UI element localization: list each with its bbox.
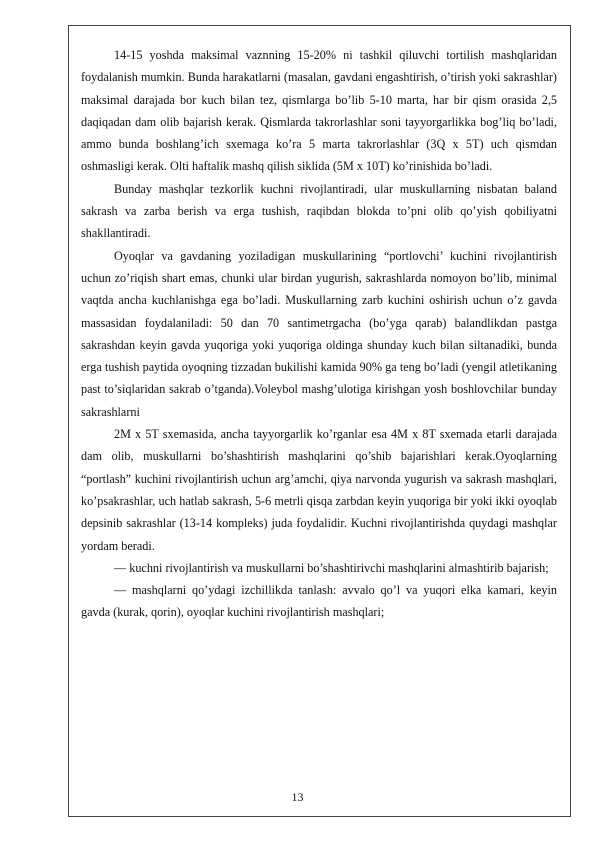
page-number: 13 bbox=[291, 790, 304, 804]
paragraph-1: 14-15 yoshda maksimal vaznning 15-20% ni tashkil qiluvchi tortilish mashqlaridan foydalanish mumkin. Bunda harakatlarni (masalan, gavdani engashtirish, o’tirish yoki sakrashlar) maksimal darajada bor kuch bilan tez, qismlarga bo’lib 5-10 marta, har bir qism orasida 2,5 daqiqadan dam olib bajarish kerak. Qismlarda takrorlashlar soni tayyorgarlikka bog’liq bo’ladi, ammo bunda boshlang’ich sxemaga ko’ra 5 marta takrorlashlar (3Q x 5T) uch qismdan oshmasligi kerak. Olti haftalik mashq qilish siklida (5M x 10T) ko’rinishida bo’ladi. bbox=[81, 48, 557, 174]
list-item-2: — mashqlarni qo’ydagi izchillikda tanlash: avvalo qo’l va yuqori elka kamari, keyin gavda (kurak, qorin), oyoqlar kuchini rivojlantirish mashqlari; bbox=[81, 583, 557, 620]
paragraph-4: 2M x 5T sxemasida, ancha tayyorgarlik ko’rganlar esa 4M x 8T sxemada etarli darajada dam olib, muskullarni bo’shashtirish mashqlarini qo’shib bajarishlari kerak.Oyoqlarning “portlash” kuchini rivojlantirish uchun arg’amchi, qiya narvonda yugurish va sakrash mashqlari, ko’psakrashlar, uch hatlab sakrash, 5-6 metrli qisqa zarbdan keyin yuqoriga bir yoki ikki oyoqlab depsinib sakrashlar (13-14 kompleks) juda foydalidir. Kuchni rivojlantirishda quydagi mashqlar yordam beradi. bbox=[81, 427, 557, 553]
paragraph-2: Bunday mashqlar tezkorlik kuchni rivojlantiradi, ular muskullarning nisbatan baland sakrash va zarba berish va erga tushish, raqibdan blokda to’pni olib qo’yish qobiliyatni shakllantiradi. bbox=[81, 181, 557, 241]
list-item-1: — kuchni rivojlantirish va muskullarni bo’shashtirivchi mashqlarini almashtirib bajarish; bbox=[114, 560, 549, 575]
paragraph-3: Oyoqlar va gavdaning yoziladigan muskullarining “portlovchi’ kuchini rivojlantirish uchun zo’riqish shart emas, chunki ular birdan yugurish, sakrashlarda nomoyon bo’lib, minimal vaqtda ancha kuchlanishga ega bo’ladi. Muskullarning zarb kuchini oshirish uchun o’z gavda massasidan foydalaniladi: 50 dan 70 santimetrgacha (bo’yga qarab) balandlikdan pastga sakrashdan keyin gavda yuqoriga yoki yuqoriga oldinga shunday kuch bilan siltanadiki, bunda erga tushish paytida oyoqning tizzadan bukilishi kamida 90% ga teng bo’ladi (yengil atletikaning past to’siqlaridan sakrab o’tganda).Voleybol mashg’ulotiga kirishgan yosh boshlovchilar bunday sakrashlarni bbox=[81, 248, 557, 419]
body-text bbox=[81, 44, 557, 624]
